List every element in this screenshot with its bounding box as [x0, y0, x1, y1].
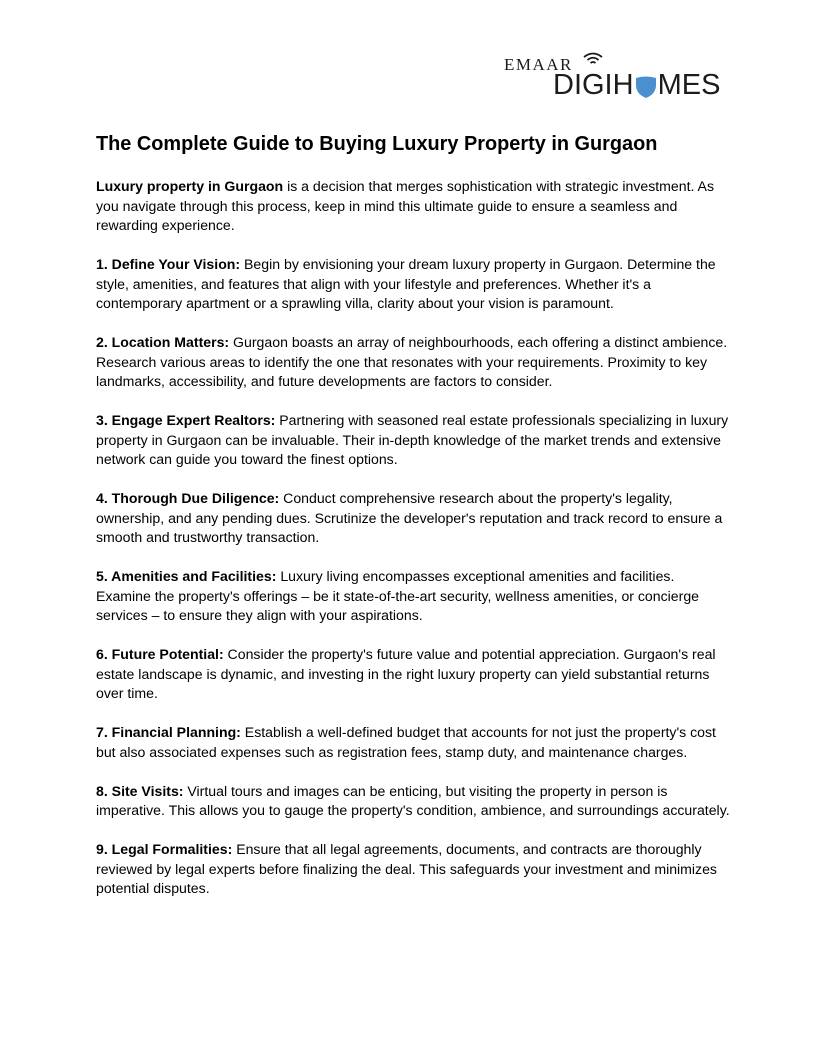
- section-heading: 8. Site Visits:: [96, 782, 184, 799]
- section-text: Conduct comprehensive research about the property's legality, ownership, and any pending dues. Scrutinize the developer's reputation and track record to ensure a smooth and trustworthy transaction.: [96, 490, 723, 545]
- section-amenities: [96, 567, 732, 626]
- section-text: Virtual tours and images can be enticing, but visiting the property in person is imperative. This allows you to gauge the property's condition, ambience, and surroundings accurately.: [96, 782, 730, 818]
- section-future-potential: [96, 645, 732, 704]
- section-text: Partnering with seasoned real estate professionals specializing in luxury property in Gurgaon can be invaluable. Their in-depth knowledge of the market trends and extensive network can guide you toward the finest options.: [96, 412, 729, 467]
- section-heading: 9. Legal Formalities:: [96, 841, 233, 857]
- section-heading: 3. Engage Expert Realtors:: [96, 412, 276, 428]
- brand-logo: [502, 47, 722, 99]
- section-heading: 4. Thorough Due Diligence:: [96, 490, 280, 506]
- shield-icon: [635, 75, 657, 99]
- section-text: Consider the property's future value and potential appreciation. Gurgaon's real estate landscape is dynamic, and investing in the right luxury property can yield substantial returns over time.: [96, 646, 716, 701]
- page-title: The Complete Guide to Buying Luxury Property in Gurgaon: [96, 133, 658, 155]
- section-location: [96, 333, 732, 392]
- section-text: Gurgaon boasts an array of neighbourhoods, each offering a distinct ambience. Research various areas to identify the one that resonates with your requirements. Proximity to key landmarks, accessibility, and future developments are factors to consider.: [96, 334, 728, 389]
- intro-text: is a decision that merges sophistication with strategic investment. As you navigate through this process, keep in mind this ultimate guide to ensure a seamless and rewarding experience.: [96, 178, 714, 233]
- section-define-vision: [96, 255, 732, 314]
- intro-lead: Luxury property in Gurgaon: [96, 178, 284, 194]
- logo-text-part1: DIGIH: [553, 69, 634, 101]
- section-heading: 6. Future Potential:: [96, 646, 224, 662]
- section-heading: 7. Financial Planning:: [96, 724, 241, 740]
- section-text: Establish a well-defined budget that accounts for not just the property's cost but also associated expenses such as registration fees, stamp duty, and maintenance charges.: [96, 724, 716, 760]
- section-text: Luxury living encompasses exceptional amenities and facilities. Examine the property's offerings – be it state-of-the-art security, wellness amenities, or concierge services – to ensure they align with your aspirations.: [96, 568, 699, 623]
- section-heading: 1. Define Your Vision:: [96, 256, 241, 272]
- section-site-visits: [96, 782, 732, 821]
- logo-text-top: EMAAR: [504, 55, 573, 74]
- section-heading: 5. Amenities and Facilities:: [96, 568, 277, 584]
- intro-paragraph: [96, 177, 732, 236]
- section-text: Begin by envisioning your dream luxury property in Gurgaon. Determine the style, amenities, and features that align with your lifestyle and preferences. Whether it's a contemporary apartment or a sprawling villa, clarity about your vision is paramount.: [96, 256, 716, 311]
- section-legal-formalities: [96, 840, 732, 899]
- section-realtors: [96, 411, 732, 470]
- section-text: Ensure that all legal agreements, documents, and contracts are thoroughly reviewed by legal experts before finalizing the deal. This safeguards your investment and minimizes potential disputes.: [96, 841, 717, 896]
- section-heading: 2. Location Matters:: [96, 334, 230, 350]
- logo-text-part2: MES: [657, 69, 721, 101]
- article-body: [96, 177, 732, 918]
- section-due-diligence: [96, 489, 732, 548]
- logo-wordmark: [553, 69, 720, 102]
- wifi-icon: [582, 51, 604, 67]
- section-financial-planning: [96, 723, 732, 762]
